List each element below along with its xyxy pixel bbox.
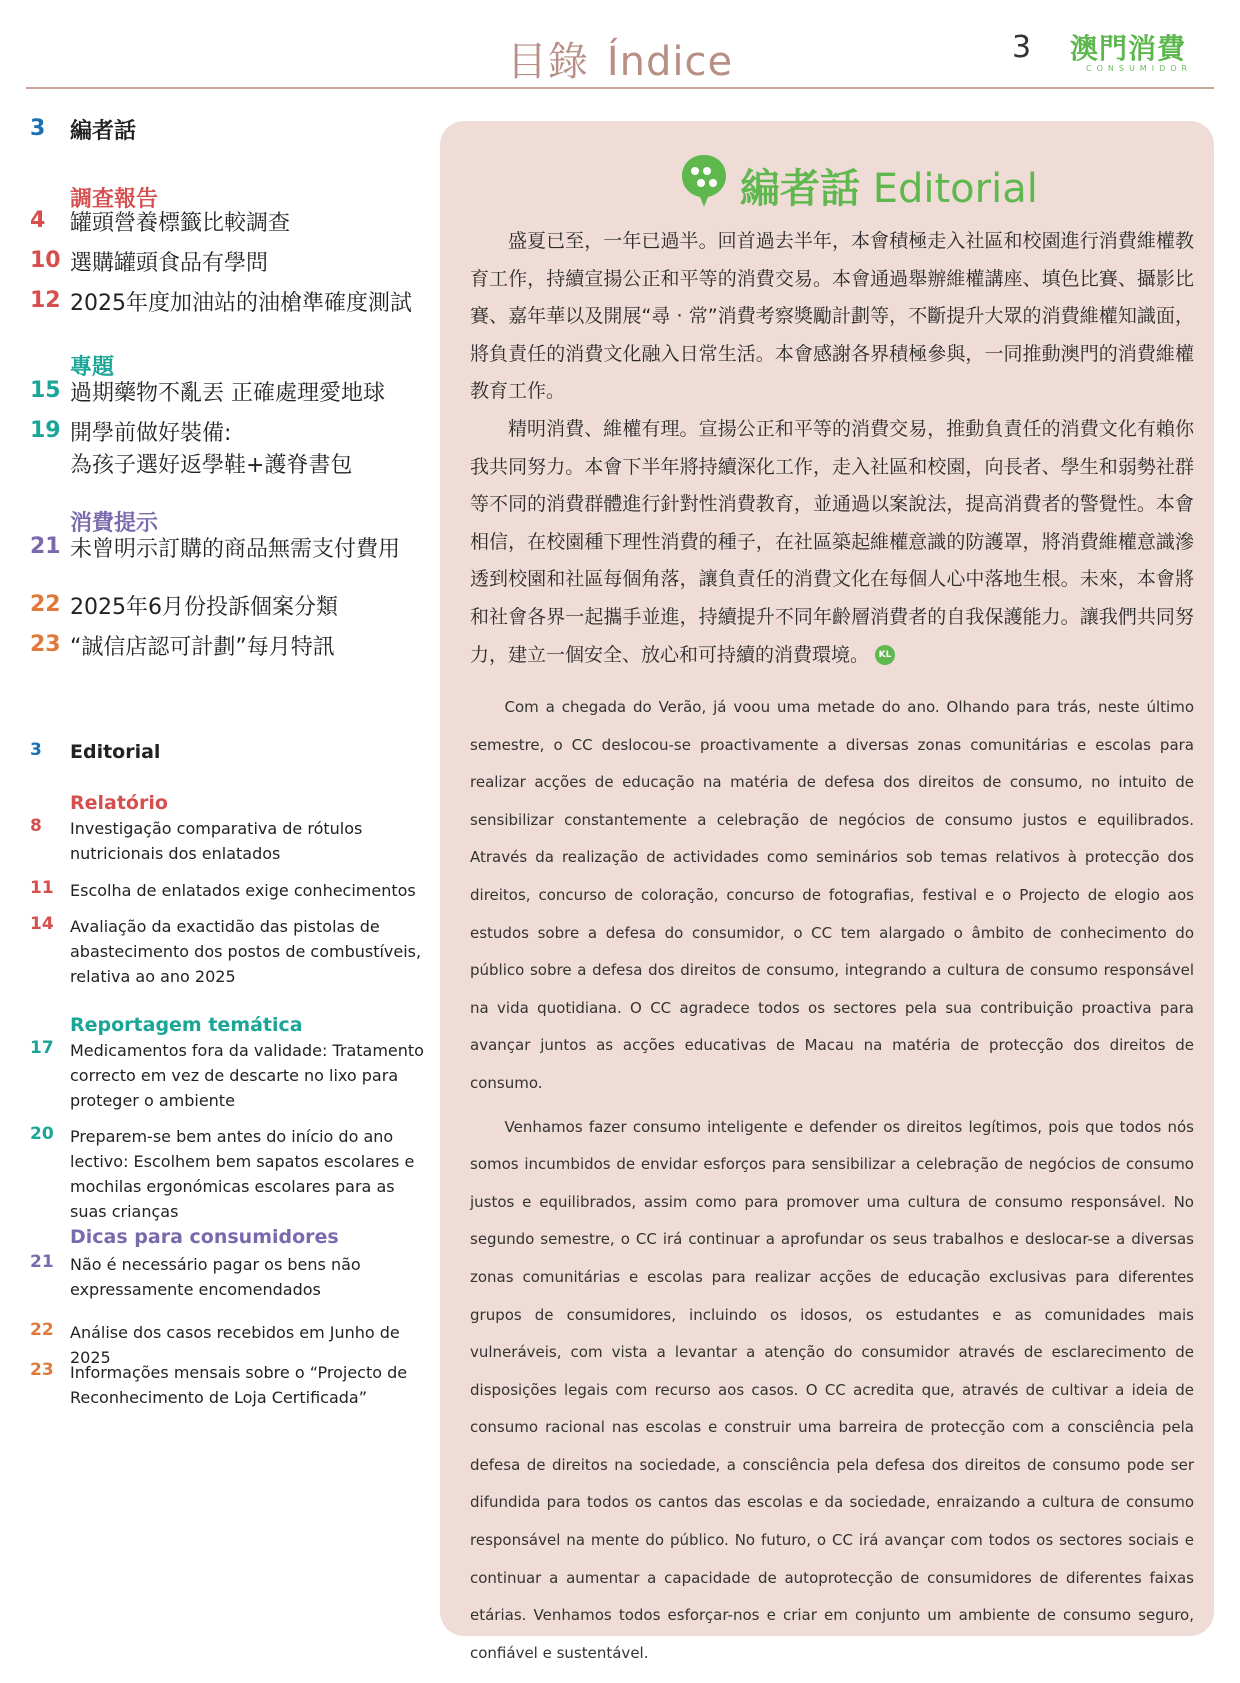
toc-label: Não é necessário pagar os bens não expressamente encomendados (70, 1255, 361, 1299)
editorial-paragraph-text: 精明消費、維權有理。宣揚公正和平等的消費交易，推動負責任的消費文化有賴你我共同努力。本會下半年將持續深化工作，走入社區和校園，向長者、學生和弱勢社群等不同的消費群體進行針對性消費教育，並通過以案說法，提高消費者的警覺性。本會相信，在校園種下理性消費的種子，在社區築起維權意識的防護罩，將消費維權意識滲透到校園和社區每個角落，讓負責任的消費文化在每個人心中落地生根。未來，本會將和社會各界一起攜手並進，持續提升不同年齡層消費者的自我保護能力。讓我們共同努力，建立一個安全、放心和可持續的消費環境。 (470, 417, 1194, 666)
toc-label: Investigação comparativa de rótulos nutricionais dos enlatados (70, 819, 363, 863)
toc-label: Avaliação da exactidão das pistolas de abastecimento dos postos de combustíveis, relativa ao ano 2025 (70, 917, 422, 986)
editorial-paragraph (470, 411, 1194, 674)
toc-page-number: 19 (30, 418, 61, 443)
toc-label: Informações mensais sobre o “Projecto de Reconhecimento de Loja Certificada” (70, 1363, 408, 1407)
page-title (0, 30, 1240, 87)
toc-label: Análise dos casos recebidos em Junho de 2025 (70, 1323, 400, 1367)
toc-label: 選購罐頭食品有學問 (70, 251, 269, 276)
editorial-paragraph: Com a chegada do Verão, já voou uma metade do ano. Olhando para trás, neste último semestre, o CC deslocou-se proactivamente a diversas zonas comunitárias e escolas para realizar acções de educação na matéria de defesa dos direitos de consumo, no intuito de sensibilizar constantemente a celebração de negócios de consumo justos e equilibrados. Através da realização de actividades como seminários sob temas relativos à protecção dos direitos, concurso de coloração, concurso de fotografias, festival e o Projecto de elogio aos estudos sobre a defesa do consumidor, o CC tem alargado o âmbito de conhecimento do público sobre a defesa dos direitos de consumo, integrando a cultura de consumo responsável na vida quotidiana. O CC agradece todos os sectores pela sua contribuição proactiva para avançar juntos as acções educativas de Macau na matéria de protecção dos direitos de consumo. (470, 698, 1194, 1092)
toc-page-number: 10 (30, 248, 61, 273)
logo-text-cn: 澳門消費 (1070, 32, 1187, 65)
toc-page-number: 12 (30, 288, 61, 313)
toc-label: Editorial (70, 741, 161, 763)
toc-page-number: 20 (30, 1124, 54, 1144)
editorial-body-cn (470, 223, 1194, 674)
toc-page-number: 21 (30, 534, 61, 559)
toc-label: 開學前做好裝備: (70, 421, 232, 446)
toc-page-number: 3 (30, 116, 46, 141)
toc-page-number: 23 (30, 1360, 54, 1380)
editorial-paragraph: Venhamos fazer consumo inteligente e defender os direitos legítimos, pois que todos nós somos incumbidos de envidar esforços para sensibilizar a celebração de negócios de consumo justos e equilibrados, assim como para promover uma cultura de consumo responsável. No segundo semestre, o CC irá continuar a aprofundar os seus trabalhos e deslocar-se a diversas zonas comunitárias e escolas para realizar acções de educação exclusivas para diferentes grupos de consumidores, incluindo os idosos, os estudantes e as comunidades mais vulneráveis, com vista a levantar a atenção do consumidor através de esclarecimento de disposições legais com recurso aos casos. O CC acredita que, através de cultivar a ideia de consumo racional nas escolas e construir uma barreira de protecção com a consciência pela defesa de direitos na sociedade, a consciência pela defesa dos direitos de consumo pode ser difundida para todos os cantos das escolas e da sociedade, enraizando a cultura de consumo responsável na mente do público. No futuro, o CC irá avançar com todos os sectores sociais e continuar a aumentar a capacidade de autoprotecção de consumidores de diferentes faixas etárias. Venhamos todos esforçar-nos e criar em conjunto um ambiente de consumo seguro, confiável e sustentável. (470, 1117, 1194, 1662)
magazine-logo (1070, 32, 1193, 73)
logo-text-en: CONSUMIDOR (1086, 64, 1193, 73)
toc-label: 2025年6月份投訴個案分類 (70, 595, 338, 620)
toc-label: “誠信店認可計劃”每月特訊 (70, 635, 335, 660)
header-divider (26, 87, 1214, 89)
toc-section-report-cn: 調查報告 (70, 187, 159, 212)
speech-bubble-icon (680, 153, 728, 209)
toc-page-number: 14 (30, 914, 54, 934)
toc-page-number: 15 (30, 378, 61, 403)
toc-page-number: 3 (30, 740, 42, 760)
toc-page-number: 21 (30, 1252, 54, 1272)
editorial-title-en: Editorial (872, 166, 1038, 212)
toc-page-number: 22 (30, 592, 61, 617)
page-title-pt: Índice (606, 39, 734, 85)
toc-label: 編者話 (70, 119, 137, 144)
toc-label: Escolha de enlatados exige conhecimentos (70, 881, 416, 900)
editorial-paragraph: 盛夏已至，一年已過半。回首過去半年，本會積極走入社區和校園進行消費維權教育工作，持續宣揚公正和平等的消費交易。本會通過舉辦維權講座、填色比賽、攝影比賽、嘉年華以及開展“尋 · 常”消費考察獎勵計劃等，不斷提升大眾的消費維權知識面，將負責任的消費文化融入日常生活。本會感謝各界積極參與，一同推動澳門的消費維權教育工作。 (470, 230, 1194, 403)
toc-section-tips-cn: 消費提示 (70, 511, 159, 536)
toc-page-number: 11 (30, 878, 54, 898)
page-header (0, 0, 1240, 92)
editorial-title (740, 157, 1038, 214)
editorial-panel (440, 121, 1214, 1662)
toc-label: 罐頭營養標籤比較調查 (70, 211, 291, 236)
toc-page-number: 17 (30, 1038, 54, 1058)
toc-page-number: 23 (30, 632, 61, 657)
toc-page-number: 22 (30, 1320, 54, 1340)
page-title-cn: 目錄 (506, 39, 589, 85)
page-number: 3 (1012, 30, 1032, 65)
toc-label: 過期藥物不亂丟 正確處理愛地球 (70, 381, 385, 406)
toc-label: 未曾明示訂購的商品無需支付費用 (70, 537, 401, 562)
toc-label: 2025年度加油站的油槍準確度測試 (70, 291, 412, 316)
toc-section-feature-cn: 專題 (70, 355, 115, 380)
toc-section-feature-pt: Reportagem temática (70, 1014, 303, 1036)
toc-page-number: 8 (30, 816, 42, 836)
toc-section-report-pt: Relatório (70, 792, 168, 814)
editorial-title-cn: 編者話 (740, 166, 860, 212)
editorial-body-pt (470, 689, 1194, 1678)
toc-label: Preparem-se bem antes do início do ano lectivo: Escolhem bem sapatos escolares e mochilas ergonómicas escolares para as suas crianças (70, 1127, 415, 1221)
toc-page-number: 4 (30, 208, 46, 233)
signature-badge: KL (875, 645, 895, 665)
toc-section-tips-pt: Dicas para consumidores (70, 1226, 339, 1248)
toc-label: Medicamentos fora da validade: Tratamento correcto em vez de descarte no lixo para proteger o ambiente (70, 1041, 424, 1110)
toc-label-line2: 為孩子選好返學鞋+護脊書包 (70, 453, 353, 478)
